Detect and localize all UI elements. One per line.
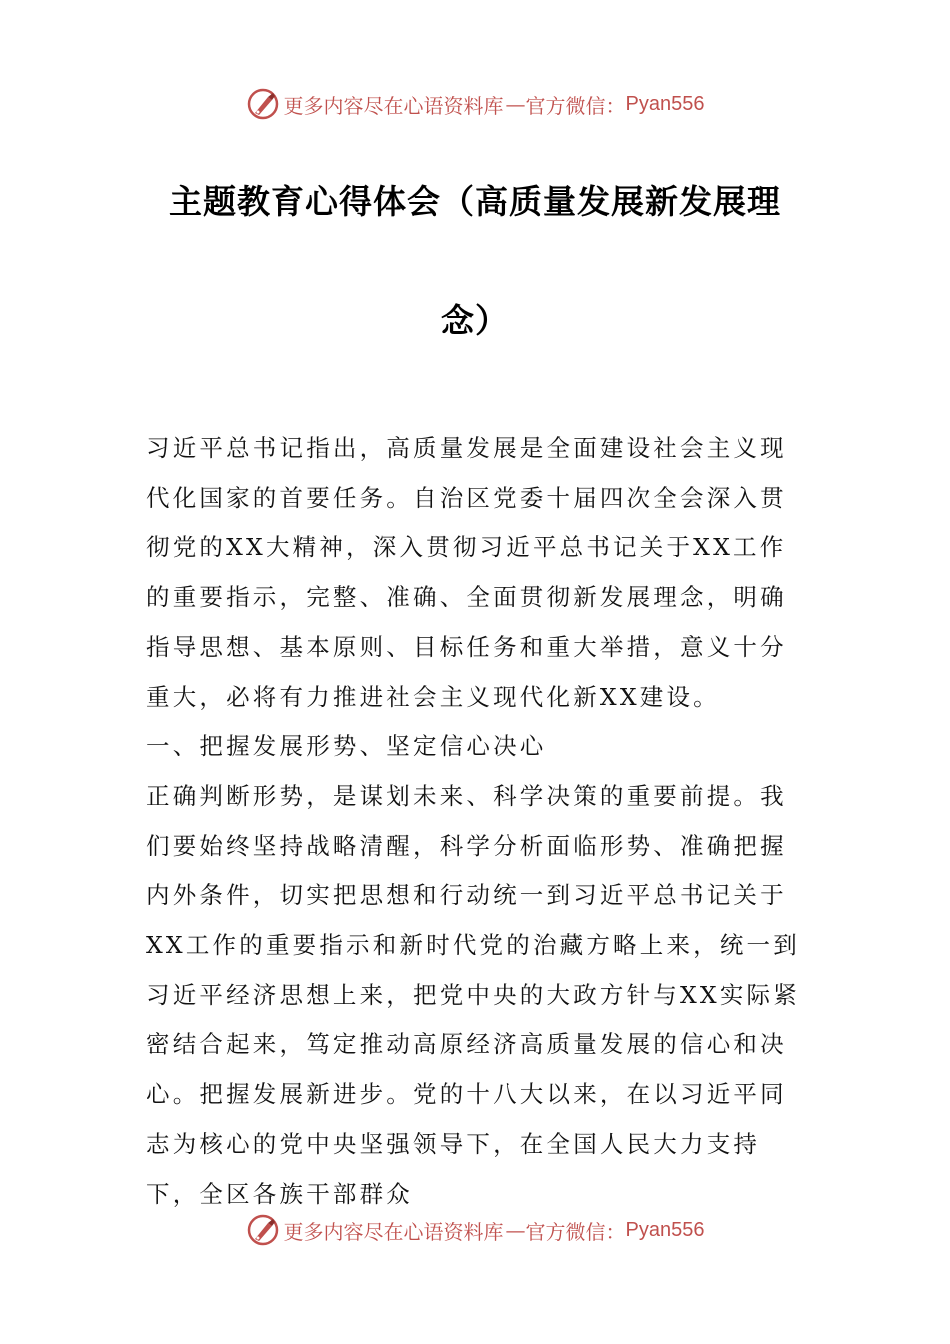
watermark-banner-bottom — [0, 1210, 950, 1250]
document-body — [146, 424, 808, 1219]
watermark-separator: — — [505, 1218, 524, 1242]
watermark-handle: Pyan556 — [625, 1218, 705, 1241]
watermark-text: 更多内容尽在心语资料库 — [283, 93, 504, 118]
body-paragraph: 正确判断形势，是谋划未来、科学决策的重要前提。我们要始终坚持战略清醒，科学分析面临形势、准确把握内外条件，切实把思想和行动统一到习近平总书记关于XX工作的重要指示和新时代党的治藏方略上来，统一到习近平经济思想上来，把党中央的大政方针与XX实际紧密结合起来，笃定推动高原经济高质量发展的信心和决心。把握发展新进步。党的十八大以来，在以习近平同志为核心的党中央坚强领导下，在全国人民大力支持下，全区各族干部群众 — [146, 781, 800, 1208]
watermark-text: 更多内容尽在心语资料库 — [283, 1219, 504, 1244]
watermark-suffix: 官方微信： — [525, 1219, 626, 1244]
pen-nib-icon — [246, 1213, 280, 1247]
watermark-handle: Pyan556 — [625, 92, 705, 115]
body-paragraph: 习近平总书记指出，高质量发展是全面建设社会主义现代化国家的首要任务。自治区党委十届四次全会深入贯彻党的XX大精神，深入贯彻习近平总书记关于XX工作的重要指示，完整、准确、全面贯彻新发展理念，明确指导思想、基本原则、目标任务和重大举措，意义十分重大，必将有力推进社会主义现代化新XX建设。 — [146, 434, 787, 711]
watermark-separator: — — [505, 92, 524, 116]
pen-nib-icon — [246, 87, 280, 121]
document-title-line-2: 念） — [441, 301, 509, 340]
watermark-banner-top — [0, 84, 950, 124]
section-heading: 一、把握发展形势、坚定信心决心 — [146, 732, 547, 761]
watermark-suffix: 官方微信： — [525, 93, 626, 118]
document-title-line-1: 主题教育心得体会（高质量发展新发展理 — [169, 182, 781, 221]
